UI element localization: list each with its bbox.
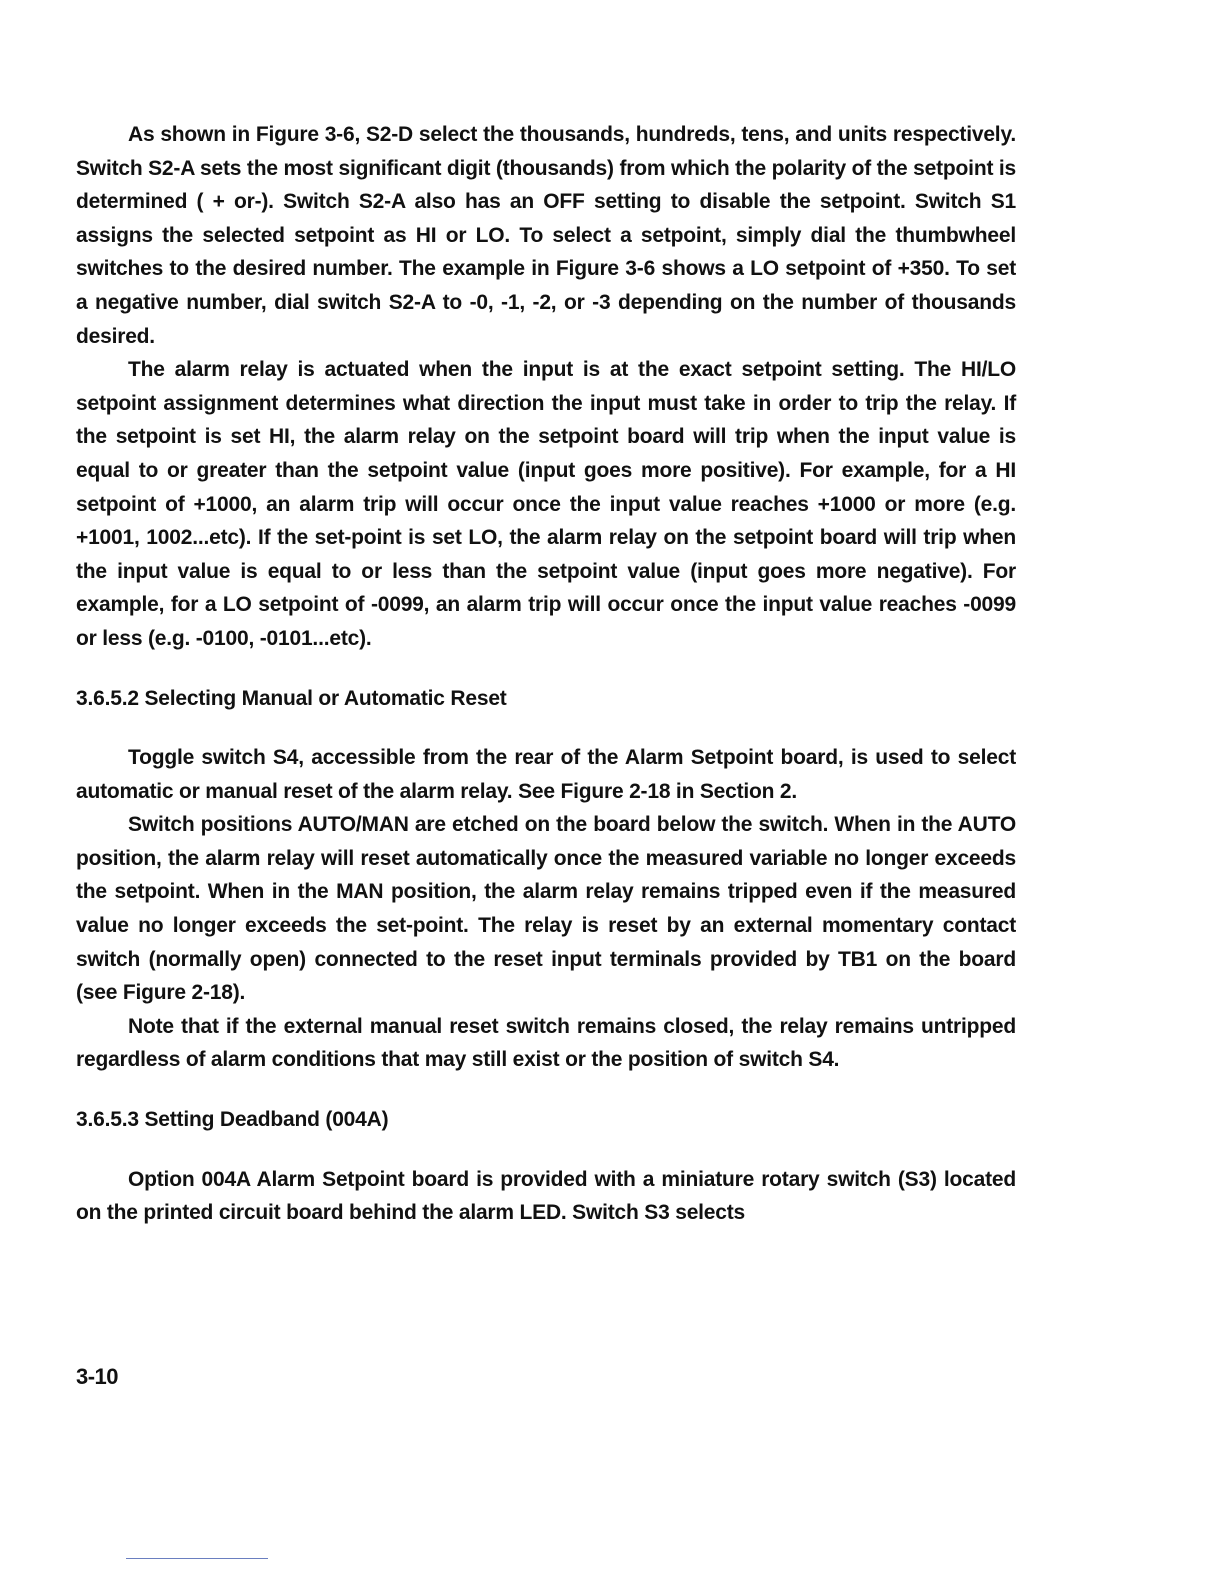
- page-number: 3-10: [76, 1364, 119, 1389]
- paragraph-alarm-relay-actuation: The alarm relay is actuated when the input is at the exact setpoint setting. The HI/LO setpoint assignment determines what direction the input must take in order to trip the relay. If the setpoint is set HI, the alarm relay on the setpoint board will trip when the input value is equal to or greater than the setpoint value (input goes more positive). For example, for a HI setpoint of +1000, an alarm trip will occur once the input value reaches +1000 or more (e.g. +1001, 1002...etc). If the set-point is set LO, the alarm relay on the setpoint board will trip when the input value is equal to or less than the setpoint value (input goes more negative). For example, for a LO setpoint of -0099, an alarm trip will occur once the input value reaches -0099 or less (e.g. -0100, -0101...etc).: [76, 358, 1016, 650]
- paragraph-external-reset-note: Note that if the external manual reset switch remains closed, the relay remains untripped regardless of alarm conditions that may still exist or the position of switch S4.: [76, 1014, 1016, 1072]
- paragraph-toggle-switch-s4: Toggle switch S4, accessible from the rear of the Alarm Setpoint board, is used to select automatic or manual reset of the alarm relay. See Figure 2-18 in Section 2.: [76, 746, 1016, 803]
- footer-rule: [126, 1558, 268, 1559]
- paragraph-auto-man-positions: Switch positions AUTO/MAN are etched on the board below the switch. When in the AUTO position, the alarm relay will reset automatically once the measured variable no longer exceeds the setpoint. When in the MAN position, the alarm relay remains tripped even if the measured value no longer exceeds the set-point. The relay is reset by an external momentary contact switch (normally open) connected to the reset input terminals provided by TB1 on the board (see Figure 2-18).: [76, 813, 1016, 1005]
- page-body: [76, 118, 1016, 1230]
- paragraph-option-004a: Option 004A Alarm Setpoint board is provided with a miniature rotary switch (S3) located on the printed circuit board behind the alarm LED. Switch S3 selects: [76, 1167, 1016, 1225]
- section-heading-manual-automatic-reset: 3.6.5.2 Selecting Manual or Automatic Reset: [76, 686, 507, 710]
- section-heading-setting-deadband: 3.6.5.3 Setting Deadband (004A): [76, 1108, 389, 1132]
- paragraph-setpoint-selection: As shown in Figure 3-6, S2-D select the thousands, hundreds, tens, and units respectively. Switch S2-A sets the most significant digit (thousands) from which the polarity of the setpoint is determined ( + or-). Switch S2-A also has an OFF setting to disable the setpoint. Switch S1 assigns the selected setpoint as HI or LO. To select a setpoint, simply dial the thumbwheel switches to the desired number. The example in Figure 3-6 shows a LO setpoint of +350. To set a negative number, dial switch S2-A to -0, -1, -2, or -3 depending on the number of thousands desired.: [76, 123, 1016, 348]
